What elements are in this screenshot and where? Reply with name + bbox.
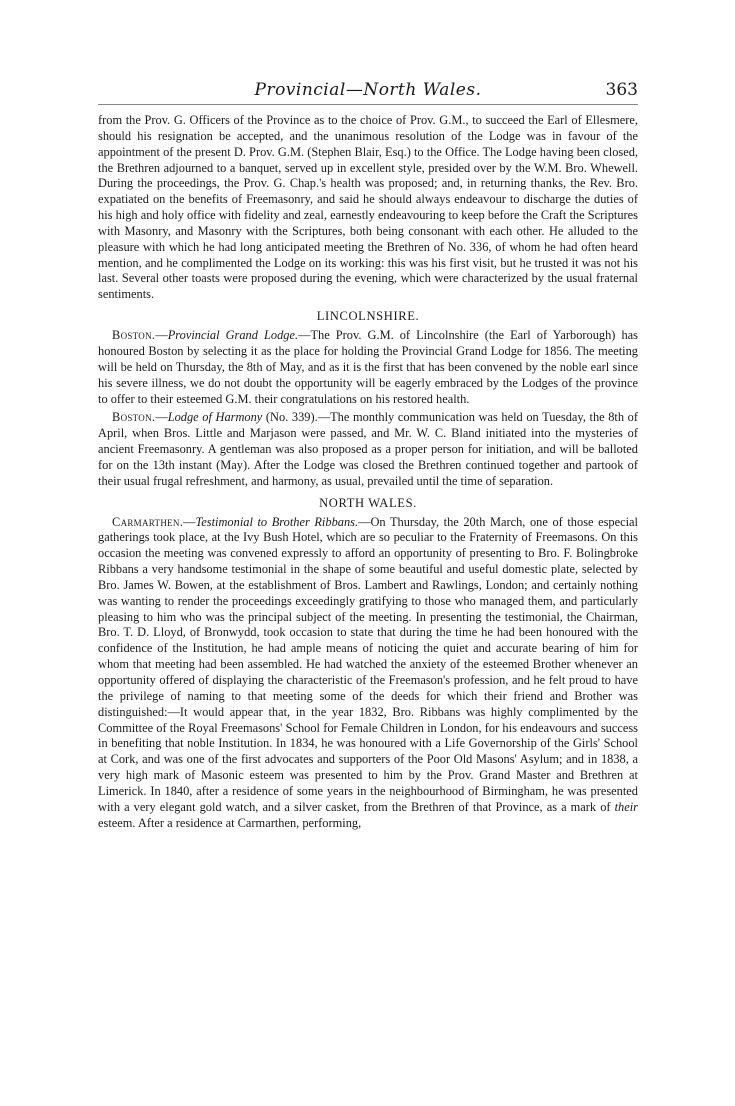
place-name: Boston. bbox=[112, 410, 156, 425]
paragraph-body: The Prov. G.M. of Lincolnshire (the Earl of Yarborough) has honoured Boston by selecting it as the place for holding the Provincial Grand Lodge for 1856. The meeting will be held on Thursday, the 8th of May, and as it is the first that has been convened by the noble earl since his severe illness, we do not doubt the opportunity will be eagerly embraced by the Lodges of the province to offer to their esteemed G.M. their congratulations on his restored health. bbox=[98, 328, 638, 406]
page-number: 363 bbox=[605, 80, 638, 100]
paragraph-body-end: esteem. After a residence at Carmarthen, performing, bbox=[98, 815, 362, 830]
lodge-number: (No. 339). bbox=[265, 410, 318, 425]
item-title: Provincial Grand Lodge. bbox=[167, 328, 299, 343]
section-heading-lincolnshire: LINCOLNSHIRE. bbox=[316, 309, 420, 324]
paragraph-boston-provincial-grand-lodge: Boston.—Provincial Grand Lodge.—The Prov. G.M. of Lincolnshire (the Earl of Yarborough) has honoured Boston by selecting it as the place for holding the Provincial Grand Lodge for 1856. The meeting will be held on Thursday, the 8th of May, and as it is the first that has been convened by the noble earl since his severe illness, we do not doubt the opportunity will be eagerly embraced by the Lodges of the province to offer to their esteemed G.M. their congratulations on his restored health. bbox=[98, 328, 638, 406]
continuation-paragraph: from the Prov. G. Officers of the Province as to the choice of Prov. G.M., to succeed the Earl of Ellesmere, should his resignation be accepted, and the unanimous resolution of the Lodge was in favour of the appointment of the present D. Prov. G.M. (Stephen Blair, Esq.) to the Office. The Lodge having been closed, the Brethren adjourned to a banquet, served up in excellent style, presided over by the W.M. Bro. Whewell. During the proceedings, the Prov. G. Chap.'s health was proposed; and, in returning thanks, the Rev. Bro. expatiated on the benefits of Freemasonry, and said he should always endeavour to discharge the duties of his high and holy office with fidelity and zeal, earnestly endeavouring to keep before the Craft the Scriptures with Masonry, and Masonry with the Scriptures, both being consonant with each other. He alluded to the pleasure with which he had long anticipated meeting the Brethren of No. 336, of whom he had often heard mention, and he complimented the Lodge on its working: this was his first visit, but he trusted it was not his last. Several other toasts were proposed during the evening, which were characterized by the usual fraternal sentiments. bbox=[98, 113, 638, 302]
page-header bbox=[98, 78, 638, 105]
place-name: Carmarthen. bbox=[112, 514, 184, 529]
running-title: Provincial—North Wales. bbox=[254, 80, 482, 100]
document-page bbox=[98, 78, 638, 831]
place-name: Boston. bbox=[112, 328, 156, 343]
paragraph-body: The monthly communication was held on Tuesday, the 8th of April, when Bros. Little and Marjason were passed, and Mr. W. C. Bland initiated into the mysteries of ancient Freemasonry. A gentleman was also proposed as a proper person for initiation, and will be balloted for on the 13th instant (May). After the Lodge was closed the Brethren continued together and partook of their usual frugal refreshment, and harmony, as usual, prevailed until the time of separation. bbox=[98, 410, 638, 488]
section-heading-north-wales: NORTH WALES. bbox=[319, 495, 417, 510]
item-title: Testimonial to Brother Ribbans. bbox=[195, 514, 359, 529]
item-title: Lodge of Harmony bbox=[167, 410, 263, 425]
paragraph-carmarthen-testimonial: Carmarthen.—Testimonial to Brother Ribbans.—On Thursday, the 20th March, one of those especial gatherings took place, at the Ivy Bush Hotel, which are so peculiar to the Fraternity of Freemasons. On this occasion the meeting was convened expressly to afford an opportunity of presenting to Bro. F. Bolingbroke Ribbans a very handsome testimonial in the shape of some beautiful and useful domestic plate, selected by Bro. James W. Bowen, at the establishment of Bros. Lambert and Rawlings, London; and certainly nothing was wanting to render the proceedings exceedingly gratifying to those who managed them, and particularly pleasing to him who was the principal subject of the meeting. In presenting the testimonial, the Chairman, Bro. T. D. Lloyd, of Bronwydd, took occasion to state that during the time he had been honoured with the confidence of the Institution, he had ample means of noticing the quiet and accurate bearing of him for whom that meeting had been assembled. He had watched the anxiety of the esteemed Brother whenever an opportunity offered of displaying the characteristic of the Freemason's profession, and he felt proud to have the privilege of naming to that meeting some of the deeds for which their friend and Brother was distinguished:—It would appear that, in the year 1832, Bro. Ribbans was highly complimented by the Committee of the Royal Freemasons' School for Female Children in London, for his endeavours and success in benefiting that noble Institution. In 1834, he was honoured with a Life Governorship of the Girls' School at Cork, and was one of the first advocates and supporters of the Poor Old Masons' Asylum; and in 1838, a very high mark of Masonic esteem was presented to him by the Prov. Grand Master and Brethren at Limerick. In 1840, after a residence of some years in the neighbourhood of Birmingham, he was presented with a very elegant gold watch, and a silver casket, from the Brethren of that Province, as a mark of their esteem. After a residence at Carmarthen, performing, bbox=[98, 514, 638, 830]
paragraph-boston-lodge-of-harmony: Boston.—Lodge of Harmony (No. 339).—The monthly communication was held on Tuesday, the 8th of April, when Bros. Little and Marjason were passed, and Mr. W. C. Bland initiated into the mysteries of ancient Freemasonry. A gentleman was also proposed as a proper person for initiation, and will be balloted for on the 13th instant (May). After the Lodge was closed the Brethren continued together and partook of their usual frugal refreshment, and harmony, as usual, prevailed until the time of separation. bbox=[98, 410, 638, 488]
emphasis-word: their bbox=[614, 799, 638, 814]
paragraph-body: On Thursday, the 20th March, one of those especial gatherings took place, at the Ivy Bush Hotel, which are so peculiar to the Fraternity of Freemasons. On this occasion the meeting was convened expressly to afford an opportunity of presenting to Bro. F. Bolingbroke Ribbans a very handsome testimonial in the shape of some beautiful and useful domestic plate, selected by Bro. James W. Bowen, at the establishment of Bros. Lambert and Rawlings, London; and certainly nothing was wanting to render the proceedings exceedingly gratifying to those who managed them, and particularly pleasing to him who was the principal subject of the meeting. In presenting the testimonial, the Chairman, Bro. T. D. Lloyd, of Bronwydd, took occasion to state that during the time he had been honoured with the confidence of the Institution, he had ample means of noticing the quiet and accurate bearing of him for whom that meeting had been assembled. He had watched the anxiety of the esteemed Brother whenever an opportunity offered of displaying the characteristic of the Freemason's profession, and he felt proud to have the privilege of naming to that meeting some of the deeds for which their friend and Brother was distinguished:—It would appear that, in the year 1832, Bro. Ribbans was highly complimented by the Committee of the Royal Freemasons' School for Female Children in London, for his endeavours and success in benefiting that noble Institution. In 1834, he was honoured with a Life Governorship of the Girls' School at Cork, and was one of the first advocates and supporters of the Poor Old Masons' Asylum; and in 1838, a very high mark of Masonic esteem was presented to him by the Prov. Grand Master and Brethren at Limerick. In 1840, after a residence of some years in the neighbourhood of Birmingham, he was presented with a very elegant gold watch, and a silver casket, from the Brethren of that Province, as a mark of bbox=[98, 514, 638, 814]
